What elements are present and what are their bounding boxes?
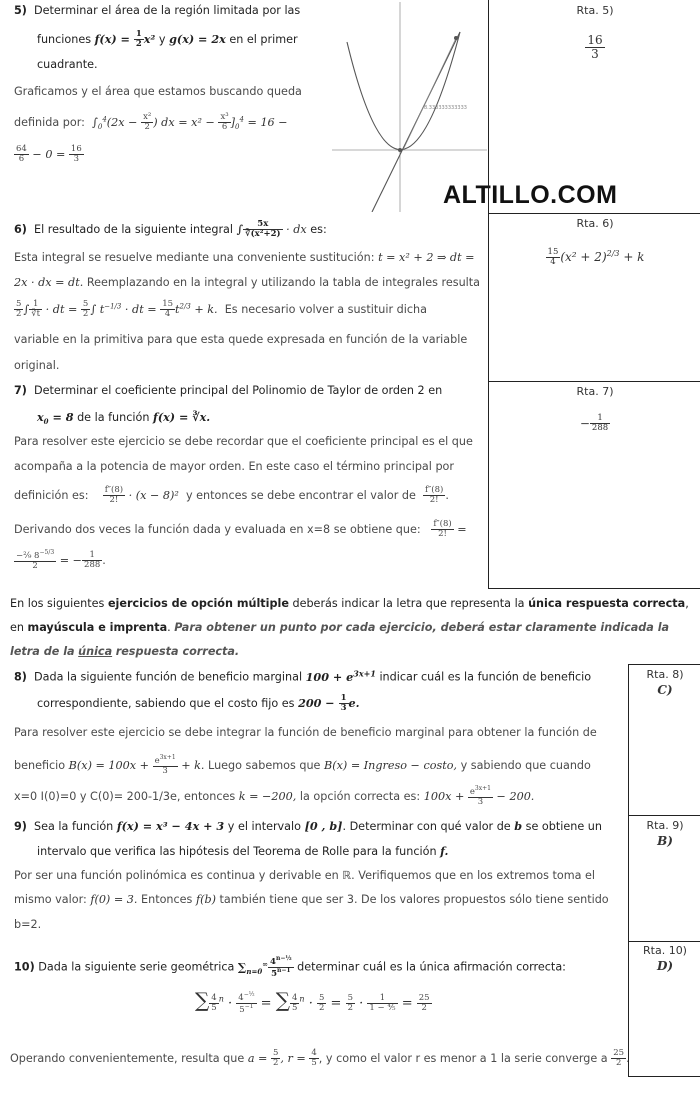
q6-body-line4: variable en la primitiva para que esta quede expresada en función de la variable: [14, 333, 468, 346]
q9-statement-line1: 9) Sea la función f(x) = x³ − 4x + 3 y el intervalo [0 , b]. Determinar con qué valor de b se obtiene un: [14, 819, 602, 833]
q9-answer-label: Rta. 9): [646, 819, 684, 832]
q8-statement-line1: 8) Dada la siguiente función de beneficio marginal $100 + e^{3x+1}$ indicar cuál es la función de beneficio: [14, 668, 592, 684]
q10-answer-label: Rta. 10): [643, 944, 687, 957]
q6-body-line5: original.: [14, 359, 60, 372]
q8-statement-line2: correspondiente, sabiendo que el costo fijo es 200 − $\frac{1}{3}$ e.: [37, 693, 360, 714]
q9-body-line3: b=2.: [14, 918, 42, 931]
q7-body-line1: Para resolver este ejercicio se debe recordar que el coeficiente principal es el que: [14, 435, 473, 448]
q7-answer-box: [488, 381, 700, 589]
q9-statement-line2: intervalo que verifica las hipótesis del Teorema de Rolle para la función f.: [37, 844, 449, 858]
q6-answer-box: [488, 213, 700, 382]
multiple-choice-instructions: En los siguientes ejercicios de opción múltiple deberás indicar la letra que representa la única respuesta correcta, en mayúscula e imprenta. Para obtener un punto por cada ejercicio, deberá estar claramente indicada la letra de la única respuesta correcta.: [10, 597, 689, 658]
q7-answer-value: − $\frac{1}{288}$: [579, 413, 609, 434]
q7-statement-line2: $x_0 = 8$ de la función f(x) = ∛x.: [37, 410, 211, 427]
q7-body-line3: definición es: $\frac{f''(8)}{2!}$ · (x − 8)² y entonces se debe encontrar el valor de $\frac{f''(8)}{2!}$ .: [14, 485, 449, 506]
q10-statement: 10) Dada la siguiente serie geométrica $\sum_{n=0}^\infty$ $\frac{4^{n-\frac{1}{2}}}{5^{n-1}}$ determinar cuál es la única afirmación correcta:: [14, 955, 566, 979]
q6-body-line2: 2x · dx = dt. Reemplazando en la integral y utilizando la tabla de integrales resulta: [14, 276, 481, 289]
q5-statement-line3: cuadrante.: [37, 58, 98, 71]
q6-body-line3: $\frac{5}{2}$ ∫ $\frac{1}{∛t}$ · dt = $\frac{5}{2}$ ∫ $t^{-1/3}$ · dt = $\frac{15}{4}$ $t^{2/3} + k$. Es necesario volver a sustituir dicha: [16, 299, 427, 320]
q6-statement: 6) El resultado de la siguiente integral ∫ $\frac{5x}{\text{∛(x²+2)}}$ · dx es:: [14, 219, 327, 240]
q5-body-line2: definida por: $\int_0^4(2x$ − $\frac{\text{x²}}{2}$ ) dx = x² − $\frac{\text{x³}}{6}$ ]$_0^4 = 16$ −: [14, 112, 288, 133]
q8-body-line3: x=0 I(0)=0 y C(0)= 200-1/3e, entonces k = −200, la opción correcta es: 100x + $\frac{e^{3x+1}}{3}$ − 200.: [14, 785, 535, 808]
q5-answer-label: Rta. 5): [576, 4, 614, 17]
q10-series-equation: ∑ $\frac{4}{5}$ $^n$ · $\frac{4^{-\frac{1}{2}}}{5^{-1}}$ = ∑ $\frac{4}{5}$ $^n$ · $\frac{5}{2}$ = $\frac{5}{2}$ · $\frac{1}{\text{1 − ⁴⁄₅}}$ = $\frac{25}{2}$: [195, 988, 430, 1015]
q8-answer-label: Rta. 8): [646, 668, 684, 681]
site-logo: ALTILLO.COM: [443, 181, 618, 209]
q5-statement-line1: 5) Determinar el área de la región limitada por las: [14, 4, 301, 17]
q5-graph-label: 8.333333333333: [424, 105, 467, 111]
q6-answer-label: Rta. 6): [576, 217, 614, 230]
q7-answer-label: Rta. 7): [576, 385, 614, 398]
q7-statement-line1: 7) Determinar el coeficiente principal del Polinomio de Taylor de orden 2 en: [14, 384, 443, 397]
q10-body-line1: Operando convenientemente, resulta que a = $\frac{5}{2}$ , r = $\frac{4}{5}$ , y como el valor r es menor a 1 la serie converge a $\frac{25}{2}$ .: [10, 1048, 630, 1069]
q10-answer-value: D): [656, 959, 674, 973]
q6-body-line1: Esta integral se resuelve mediante una conveniente sustitución: t = x² + 2 ⇒ dt =: [14, 251, 475, 264]
q8-body-line2: beneficio B(x) = 100x + $\frac{e^{3x+1}}{3}$ + k. Luego sabemos que B(x) = Ingreso − costo, y sabiendo que cuando: [14, 754, 591, 777]
q9-body-line1: Por ser una función polinómica es continua y derivable en ℝ. Verifiquemos que en los extremos toma el: [14, 869, 595, 882]
q5-graph: [332, 2, 487, 212]
q7-body-line5: $\frac{-^2⁄_9 8^{-5/3}}{2}$ = − $\frac{1}{288}$ .: [16, 549, 106, 572]
q5-body-line3: $\frac{64}{6}$ − 0 = $\frac{16}{3}$: [16, 144, 82, 165]
q6-answer-value: $\frac{15}{4}$ $(x^2 + 2)^{2/3} + k$: [547, 247, 645, 268]
q5-body-line1: Graficamos y el área que estamos buscando queda: [14, 85, 302, 98]
q5-answer-value: $\frac{16}{3}$: [587, 33, 603, 62]
q9-answer-value: B): [657, 834, 673, 848]
q8-body-line1: Para resolver este ejercicio se debe integrar la función de beneficio marginal para obtener la función de: [14, 726, 597, 739]
q7-body-line2: acompaña a la potencia de mayor orden. En este caso el término principal por: [14, 460, 454, 473]
q8-answer-value: C): [657, 683, 673, 697]
q9-body-line2: mismo valor: f(0) = 3. Entonces f(b) también tiene que ser 3. De los valores propuestos sólo tiene sentido: [14, 893, 609, 906]
q7-body-line4: Derivando dos veces la función dada y evaluada en x=8 se obtiene que: $\frac{f''(8)}{2!}$ =: [14, 519, 467, 540]
q5-statement-line2: funciones f(x) = $\frac{1}{2}$ x² y g(x) = 2x en el primer: [37, 29, 298, 50]
